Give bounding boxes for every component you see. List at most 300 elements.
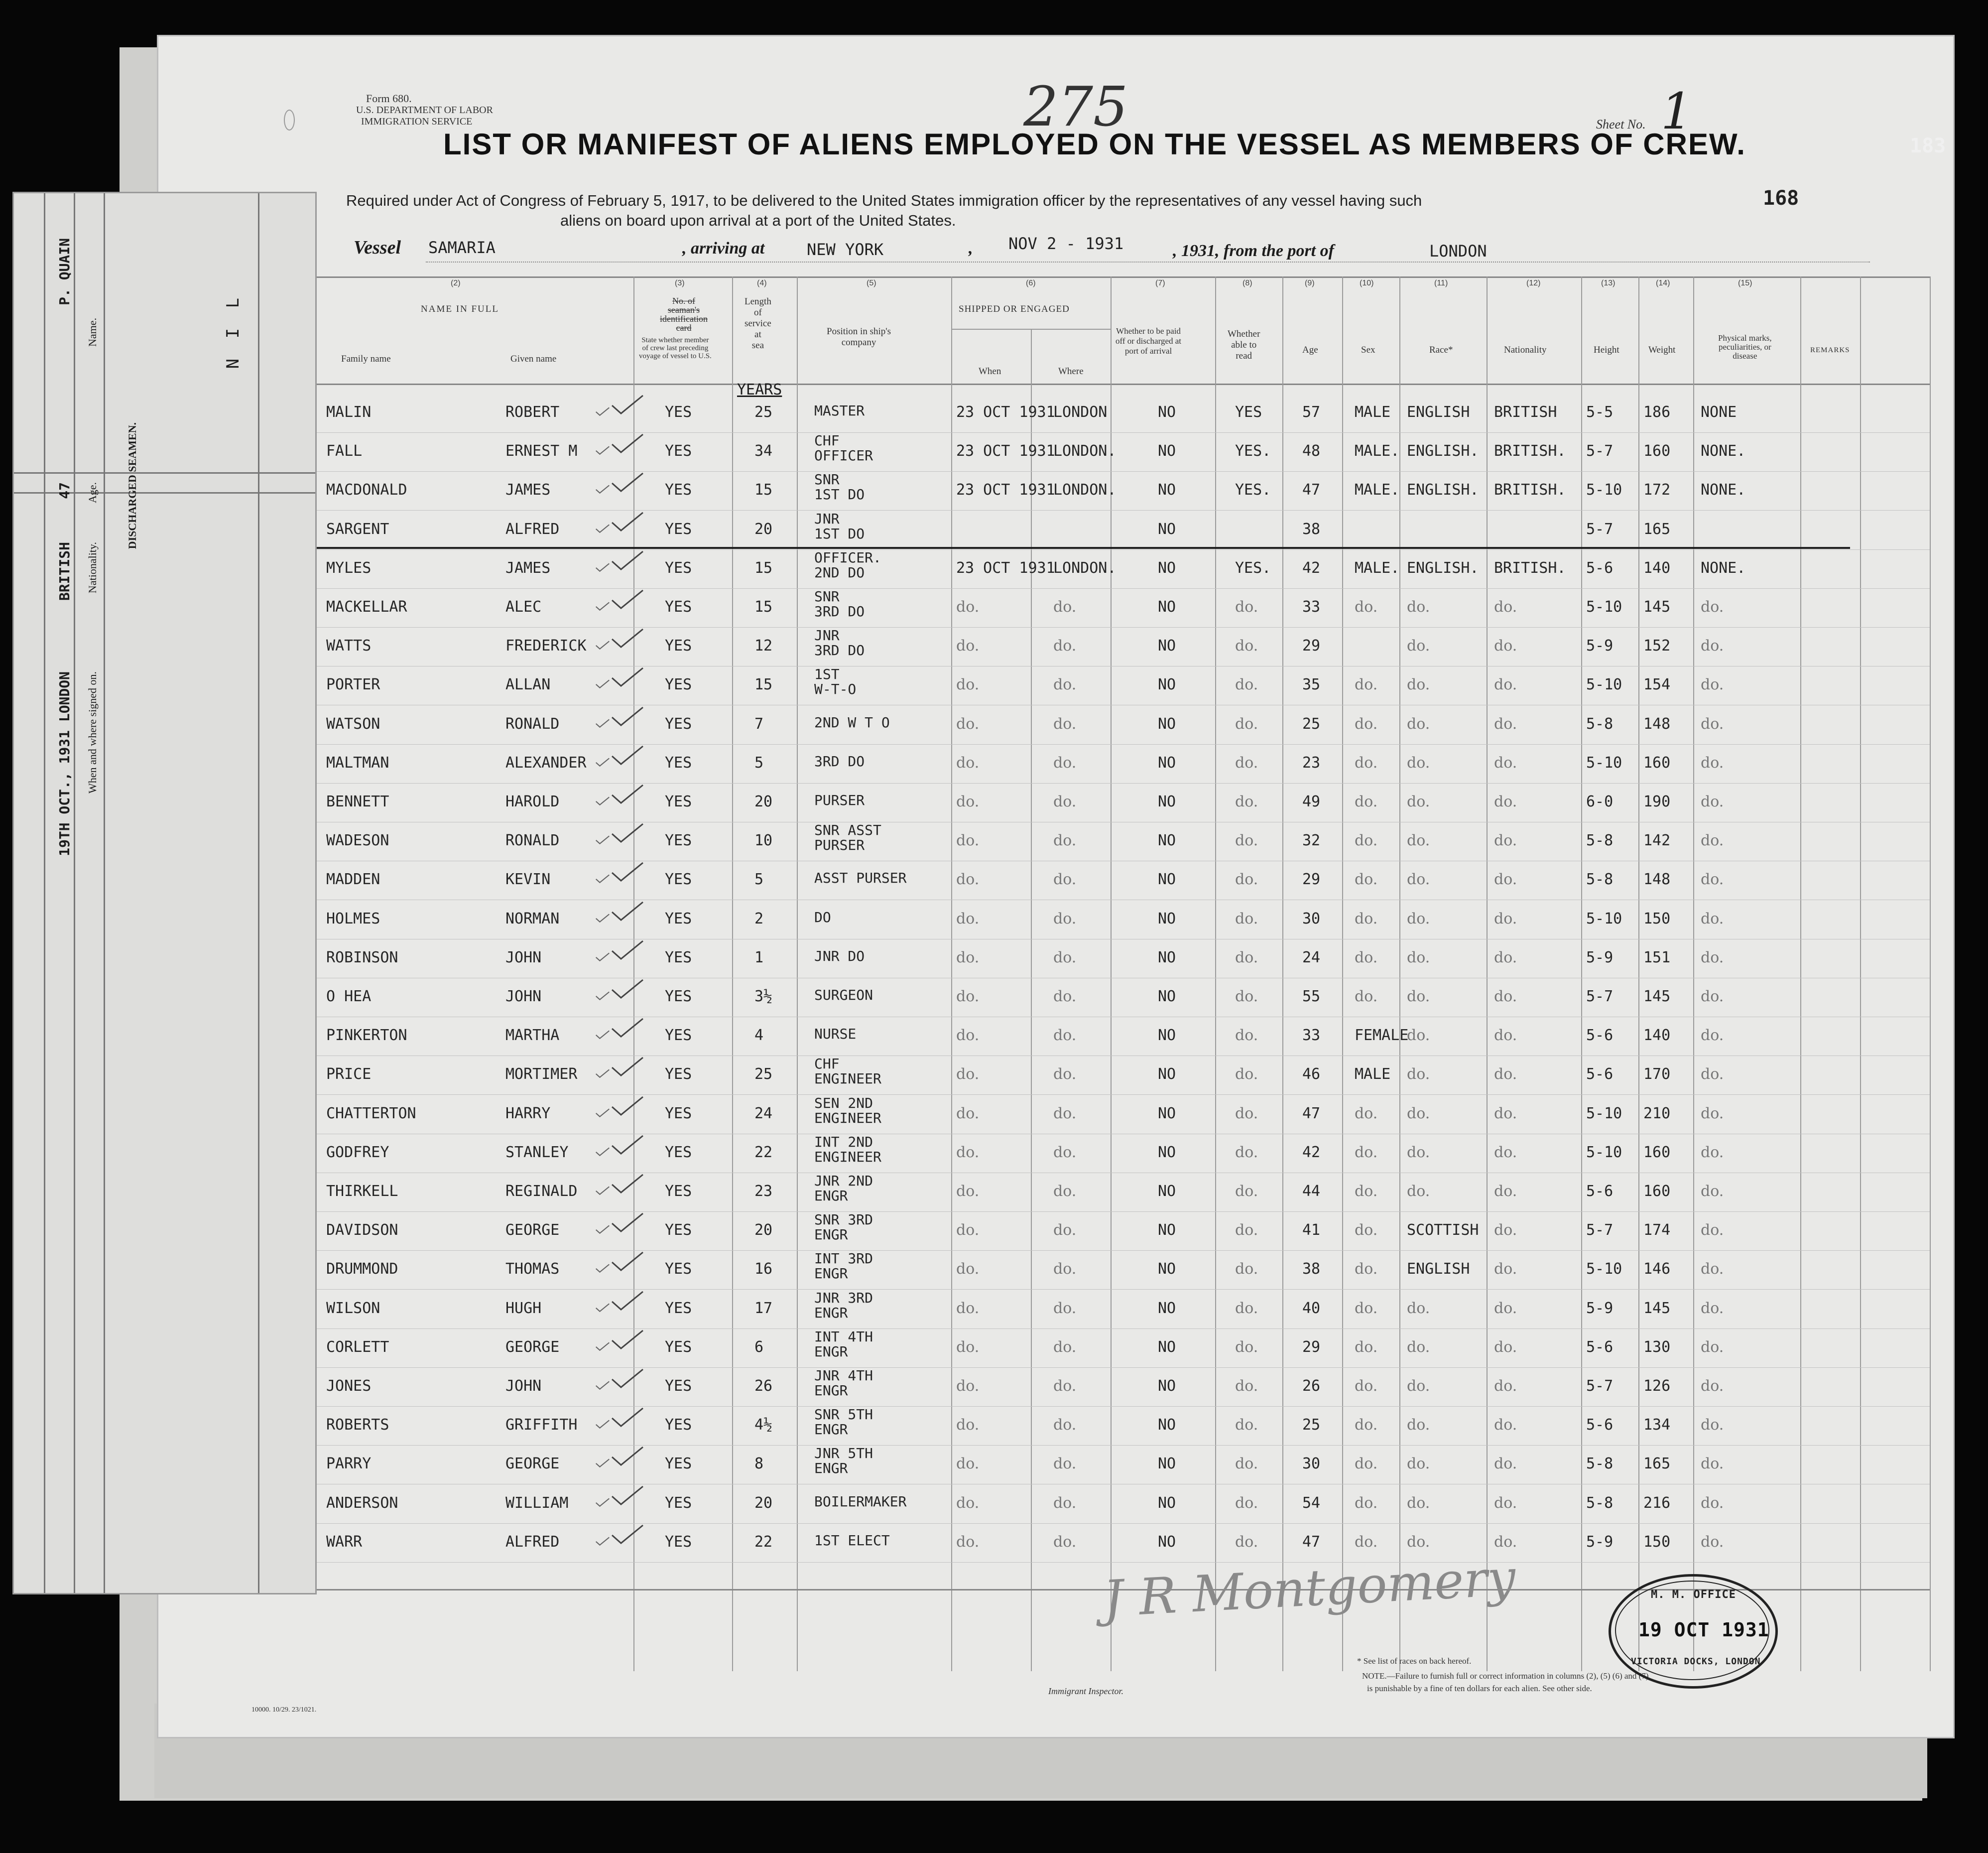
check-mark-icon — [610, 588, 645, 610]
cell-position — [814, 1174, 873, 1203]
cell-height: 5-10 — [1586, 481, 1622, 499]
cell-age: 55 — [1302, 988, 1321, 1005]
cell-read: do. — [1235, 1300, 1258, 1317]
col-5-number: (5) — [867, 279, 876, 287]
cell-position-line-1: SNR 5TH — [814, 1406, 873, 1423]
cell-given: GEORGE — [505, 1455, 560, 1472]
cell-weight: 190 — [1643, 793, 1671, 810]
cell-where: do. — [1053, 1183, 1077, 1200]
cell-age: 57 — [1302, 403, 1321, 421]
cell-position-line-1: INT 4TH — [814, 1328, 873, 1345]
cell-weight: 160 — [1643, 1144, 1671, 1161]
cell-when: 23 OCT 1931 — [956, 481, 1055, 499]
cell-weight: 146 — [1643, 1260, 1671, 1278]
cell-read: do. — [1235, 715, 1258, 733]
cell-sex: do. — [1355, 1300, 1378, 1317]
cell-height: 5-10 — [1586, 754, 1622, 772]
check-mark-icon — [610, 1017, 645, 1039]
cell-age: 40 — [1302, 1300, 1321, 1317]
cell-family: SARGENT — [326, 521, 389, 538]
small-check-mark-icon — [595, 873, 610, 885]
cell-weight: 151 — [1643, 949, 1671, 966]
cell-years: 6 — [754, 1338, 764, 1356]
cell-read: do. — [1235, 988, 1258, 1005]
cell-nat: do. — [1494, 1494, 1517, 1512]
cell-paid: NO — [1158, 598, 1176, 616]
cell-read: do. — [1235, 1377, 1258, 1395]
cell-given: JOHN — [505, 949, 542, 966]
check-mark-icon — [610, 1173, 645, 1194]
col-3-line-b: seaman's — [667, 305, 700, 315]
cell-sex: do. — [1355, 1455, 1378, 1472]
cell-position — [814, 823, 881, 853]
col-8-line-b: able to — [1231, 340, 1257, 350]
cell-card: YES — [665, 1416, 692, 1434]
cell-when: do. — [956, 832, 980, 849]
check-mark-icon — [610, 1250, 645, 1272]
small-check-mark-icon — [595, 444, 610, 456]
cell-where: do. — [1053, 754, 1077, 772]
cell-position — [814, 871, 906, 886]
cell-family: WILSON — [326, 1300, 380, 1317]
cell-position-line-2: 2ND W T O — [814, 714, 890, 731]
cell-sex: do. — [1355, 676, 1378, 693]
cell-where: do. — [1053, 1221, 1077, 1239]
small-check-mark-icon — [595, 600, 610, 612]
cell-sex: do. — [1355, 1221, 1378, 1239]
cell-when: do. — [956, 1416, 980, 1434]
cell-position-line-2: 3RD DO — [814, 642, 865, 659]
cell-sex: do. — [1355, 793, 1378, 810]
cell-weight: 165 — [1643, 521, 1671, 538]
cell-position-line-2: JNR DO — [814, 948, 865, 964]
cell-years: 22 — [754, 1144, 773, 1161]
race-header: Race* — [1429, 345, 1453, 355]
check-mark-icon — [610, 471, 645, 493]
cell-marks: do. — [1701, 1105, 1724, 1122]
cell-family: PORTER — [326, 676, 380, 693]
sheet-number: 1 — [1661, 82, 1693, 140]
cell-position-line-2: 2ND DO — [814, 564, 865, 581]
col-3-note — [639, 336, 712, 360]
cell-position-line-2: 3RD DO — [814, 603, 865, 620]
flap-discharged-heading: DISCHARGED SEAMEN. — [126, 422, 138, 549]
shipped-engaged-header: SHIPPED OR ENGAGED — [959, 304, 1070, 314]
cell-paid: NO — [1158, 832, 1176, 849]
cell-marks: NONE. — [1701, 559, 1746, 577]
cell-race: do. — [1407, 1065, 1430, 1083]
cell-family: CORLETT — [326, 1338, 389, 1356]
cell-age: 33 — [1302, 598, 1321, 616]
cell-where: do. — [1053, 793, 1077, 810]
cell-where: do. — [1053, 1105, 1077, 1122]
cell-where: LONDON — [1053, 403, 1108, 421]
cell-card: YES — [665, 1300, 692, 1317]
cell-given: JOHN — [505, 1377, 542, 1395]
small-check-mark-icon — [595, 1262, 610, 1274]
cell-when: do. — [956, 1183, 980, 1200]
row-rule — [296, 1523, 1930, 1524]
cell-age: 32 — [1302, 832, 1321, 849]
binder-hole — [284, 110, 295, 131]
col-4-line-d: at — [754, 329, 761, 340]
arriving-label: , arriving at — [682, 239, 765, 258]
cell-marks: do. — [1701, 1144, 1724, 1161]
cell-years: 4 — [754, 1027, 764, 1044]
cell-height: 5-10 — [1586, 910, 1622, 927]
row-rule — [296, 1367, 1930, 1368]
cell-when: do. — [956, 754, 980, 772]
cell-position — [814, 988, 873, 1003]
cell-position — [814, 667, 856, 697]
cell-marks: NONE — [1701, 403, 1737, 421]
cell-read: do. — [1235, 1027, 1258, 1044]
cell-sex: do. — [1355, 1377, 1378, 1395]
cell-given: STANLEY — [505, 1144, 569, 1161]
cell-sex: do. — [1355, 754, 1378, 772]
cell-read: do. — [1235, 1105, 1258, 1122]
cell-position-line-2: OFFICER — [814, 447, 873, 464]
col-4-header — [745, 296, 771, 351]
cell-age: 42 — [1302, 1144, 1321, 1161]
row-rule — [296, 627, 1930, 628]
cell-position-line-2: W-T-O — [814, 681, 857, 697]
cell-paid: NO — [1158, 559, 1176, 577]
col-4-line-b: of — [754, 307, 762, 318]
required-line-2: aliens on board upon arrival at a port of the United States. — [560, 212, 956, 229]
cell-position — [814, 1368, 873, 1398]
cell-card: YES — [665, 715, 692, 733]
cell-paid: NO — [1158, 1377, 1176, 1395]
check-mark-icon — [610, 627, 645, 649]
cell-position-line-2: ENGR — [814, 1382, 848, 1399]
cell-position-line-2: ENGR — [814, 1265, 848, 1282]
col-3-struck-header — [660, 296, 708, 332]
cell-paid: NO — [1158, 1221, 1176, 1239]
small-check-mark-icon — [595, 990, 610, 1002]
cell-when: do. — [956, 1260, 980, 1278]
col-15-line-c: disease — [1733, 351, 1757, 361]
department-label: U.S. DEPARTMENT OF LABOR — [356, 105, 493, 116]
arrival-date: NOV 2 - 1931 — [1008, 234, 1124, 253]
cell-when: do. — [956, 1533, 980, 1551]
cell-years: 20 — [754, 1221, 773, 1239]
cell-nat: do. — [1494, 1455, 1517, 1472]
cell-position — [814, 1494, 906, 1509]
cell-age: 29 — [1302, 1338, 1321, 1356]
cell-when: 23 OCT 1931 — [956, 442, 1055, 460]
cell-marks: do. — [1701, 832, 1724, 849]
cell-read: do. — [1235, 949, 1258, 966]
cell-race: do. — [1407, 754, 1430, 772]
col-5-line-a: Position in ship's — [827, 326, 891, 337]
cell-card: YES — [665, 676, 692, 693]
cell-race: do. — [1407, 1027, 1430, 1044]
cell-weight: 134 — [1643, 1416, 1671, 1434]
cell-nat: do. — [1494, 715, 1517, 733]
small-check-mark-icon — [595, 1029, 610, 1041]
check-mark-icon — [610, 705, 645, 727]
cell-weight: 150 — [1643, 1533, 1671, 1551]
cell-race: do. — [1407, 1533, 1430, 1551]
stamp-top-text: M. M. OFFICE — [1651, 1588, 1736, 1601]
cell-position-line-1: JNR 4TH — [814, 1367, 873, 1384]
cell-weight: 148 — [1643, 871, 1671, 888]
name-in-full-header: NAME IN FULL — [421, 304, 499, 314]
cell-age: 47 — [1302, 1105, 1321, 1122]
cell-given: KEVIN — [505, 871, 551, 888]
cell-position-line-2: BOILERMAKER — [814, 1493, 907, 1510]
cell-family: WADESON — [326, 832, 389, 849]
cell-nat: do. — [1494, 676, 1517, 693]
flap-seaman-nationality: BRITISH — [56, 542, 73, 601]
inspector-label: Immigrant Inspector. — [1048, 1686, 1123, 1696]
col-3-line-c: identification — [660, 314, 708, 324]
date-separator: , — [969, 239, 973, 258]
cell-family: MADDEN — [326, 871, 380, 888]
cell-when: do. — [956, 715, 980, 733]
cell-weight: 210 — [1643, 1105, 1671, 1122]
small-check-mark-icon — [595, 1340, 610, 1352]
cell-marks: do. — [1701, 637, 1724, 655]
row-rule — [296, 1211, 1930, 1212]
cell-given: MARTHA — [505, 1027, 560, 1044]
cell-card: YES — [665, 1221, 692, 1239]
small-check-mark-icon — [595, 1535, 610, 1547]
row-rule — [296, 549, 1930, 550]
cell-height: 5-10 — [1586, 1260, 1622, 1278]
cell-race: do. — [1407, 676, 1430, 693]
cell-read: do. — [1235, 1260, 1258, 1278]
cell-when: do. — [956, 1221, 980, 1239]
cell-card: YES — [665, 481, 692, 499]
cell-weight: 142 — [1643, 832, 1671, 849]
check-mark-icon — [610, 1523, 645, 1545]
cell-race: ENGLISH. — [1407, 442, 1479, 460]
cell-height: 5-6 — [1586, 1065, 1614, 1083]
cell-card: YES — [665, 1377, 692, 1395]
cell-race: do. — [1407, 949, 1430, 966]
cell-marks: do. — [1701, 793, 1724, 810]
col-2-number: (2) — [451, 279, 461, 287]
cell-paid: NO — [1158, 442, 1176, 460]
cell-position-line-2: NURSE — [814, 1026, 857, 1042]
cell-age: 23 — [1302, 754, 1321, 772]
cell-family: DAVIDSON — [326, 1221, 398, 1239]
cell-read: do. — [1235, 1221, 1258, 1239]
row-rule — [296, 588, 1930, 589]
cell-read: do. — [1235, 793, 1258, 810]
cell-marks: do. — [1701, 1416, 1724, 1434]
check-mark-icon — [610, 1328, 645, 1350]
small-check-mark-icon — [595, 1185, 610, 1196]
cell-family: O HEA — [326, 988, 372, 1005]
cell-position — [814, 949, 865, 964]
cell-position — [814, 1291, 873, 1321]
small-check-mark-icon — [595, 561, 610, 573]
cell-family: WATSON — [326, 715, 380, 733]
cell-where: do. — [1053, 1416, 1077, 1434]
cell-nat: do. — [1494, 1144, 1517, 1161]
cell-weight: 165 — [1643, 1455, 1671, 1472]
flap-nationality-label: Nationality. — [86, 542, 99, 594]
cell-paid: NO — [1158, 403, 1176, 421]
cell-paid: NO — [1158, 481, 1176, 499]
cell-age: 26 — [1302, 1377, 1321, 1395]
cell-weight: 172 — [1643, 481, 1671, 499]
cell-given: THOMAS — [505, 1260, 560, 1278]
cell-position-line-2: ASST PURSER — [814, 870, 907, 886]
vessel-label: Vessel — [354, 237, 401, 258]
cell-years: 5 — [754, 754, 764, 772]
cell-where: do. — [1053, 1377, 1077, 1395]
small-check-mark-icon — [595, 795, 610, 807]
cell-years: 20 — [754, 1494, 773, 1512]
cell-family: ROBINSON — [326, 949, 398, 966]
cell-marks: do. — [1701, 598, 1724, 616]
cell-sex: do. — [1355, 988, 1378, 1005]
cell-position — [814, 472, 865, 502]
cell-where: do. — [1053, 910, 1077, 927]
cell-age: 33 — [1302, 1027, 1321, 1044]
col-15-line-b: peculiarities, or — [1718, 342, 1771, 352]
col-8-line-c: read — [1236, 351, 1252, 361]
service-label: IMMIGRATION SERVICE — [361, 116, 473, 127]
cell-years: 15 — [754, 481, 773, 499]
cell-sex: do. — [1355, 1260, 1378, 1278]
cell-height: 5-7 — [1586, 1221, 1614, 1239]
col-5-line-b: company — [841, 337, 876, 348]
cell-years: 16 — [754, 1260, 773, 1278]
cell-weight: 160 — [1643, 1183, 1671, 1200]
cell-weight: 140 — [1643, 559, 1671, 577]
check-mark-icon — [610, 1406, 645, 1428]
col-9-number: (9) — [1305, 279, 1315, 287]
cell-where: LONDON. — [1053, 442, 1117, 460]
cell-weight: 145 — [1643, 1300, 1671, 1317]
cell-position — [814, 1407, 873, 1437]
cell-age: 29 — [1302, 637, 1321, 655]
col-8-line-a: Whether — [1228, 329, 1260, 339]
form-number: Form 680. — [366, 92, 412, 105]
cell-weight: 216 — [1643, 1494, 1671, 1512]
cell-paid: NO — [1158, 1494, 1176, 1512]
cell-when: do. — [956, 1377, 980, 1395]
cell-marks: do. — [1701, 988, 1724, 1005]
cell-paid: NO — [1158, 871, 1176, 888]
cell-race: do. — [1407, 637, 1430, 655]
cell-race: do. — [1407, 1455, 1430, 1472]
weight-header: Weight — [1648, 345, 1676, 355]
cell-card: YES — [665, 1260, 692, 1278]
cell-sex: do. — [1355, 1144, 1378, 1161]
cell-years: 20 — [754, 521, 773, 538]
check-mark-icon — [610, 783, 645, 805]
cell-position-line-1: SNR 3RD — [814, 1211, 873, 1228]
cell-age: 38 — [1302, 1260, 1321, 1278]
cell-sex: do. — [1355, 1338, 1378, 1356]
cell-sex: MALE. — [1355, 442, 1400, 460]
cell-position-line-1: JNR 5TH — [814, 1445, 873, 1461]
age-header: Age — [1302, 345, 1318, 355]
cell-card: YES — [665, 1183, 692, 1200]
cell-race: do. — [1407, 910, 1430, 927]
flap-age-label: Age. — [86, 482, 99, 504]
years-label: YEARS — [737, 381, 782, 398]
cell-years: 7 — [754, 715, 764, 733]
cell-paid: NO — [1158, 754, 1176, 772]
cell-sex: do. — [1355, 1416, 1378, 1434]
cell-height: 5-8 — [1586, 715, 1614, 733]
cell-when: do. — [956, 1105, 980, 1122]
cell-given: GRIFFITH — [505, 1416, 578, 1434]
small-check-mark-icon — [595, 639, 610, 651]
col-10-number: (10) — [1360, 279, 1374, 287]
cell-marks: do. — [1701, 871, 1724, 888]
cell-position-line-2: PURSER — [814, 792, 865, 808]
cell-years: 3½ — [754, 988, 773, 1005]
cell-race: do. — [1407, 832, 1430, 849]
footer-code: 10000. 10/29. 23/1021. — [251, 1706, 317, 1714]
cell-race: do. — [1407, 1144, 1430, 1161]
cell-race: SCOTTISH — [1407, 1221, 1479, 1239]
cell-where: do. — [1053, 715, 1077, 733]
cell-marks: do. — [1701, 949, 1724, 966]
cell-position-line-1: INT 3RD — [814, 1250, 873, 1267]
col-4-line-a: Length — [745, 296, 771, 307]
cell-age: 47 — [1302, 1533, 1321, 1551]
cell-paid: NO — [1158, 1065, 1176, 1083]
cell-card: YES — [665, 1105, 692, 1122]
cell-sex: do. — [1355, 949, 1378, 966]
cell-marks: do. — [1701, 1533, 1724, 1551]
cell-weight: 160 — [1643, 442, 1671, 460]
small-check-mark-icon — [595, 1302, 610, 1314]
cell-sex: do. — [1355, 1494, 1378, 1512]
cell-family: WATTS — [326, 637, 372, 655]
cell-race: ENGLISH. — [1407, 559, 1479, 577]
cell-when: do. — [956, 1494, 980, 1512]
cell-race: do. — [1407, 1183, 1430, 1200]
cell-given: MORTIMER — [505, 1065, 578, 1083]
cell-given: HUGH — [505, 1300, 542, 1317]
cell-when: do. — [956, 871, 980, 888]
cell-family: ROBERTS — [326, 1416, 389, 1434]
cell-paid: NO — [1158, 521, 1176, 538]
col-3-note-b: of crew last preceding — [642, 344, 709, 352]
check-mark-icon — [610, 978, 645, 1000]
cell-years: 15 — [754, 559, 773, 577]
cell-card: YES — [665, 754, 692, 772]
cell-position-line-1: JNR 2ND — [814, 1173, 873, 1189]
stamped-number-183: 183 — [1910, 134, 1946, 157]
cell-where: do. — [1053, 637, 1077, 655]
cell-where: do. — [1053, 1260, 1077, 1278]
remarks-header: REMARKS — [1810, 346, 1850, 354]
col-3-note-a: State whether member — [641, 336, 709, 344]
cell-nat: do. — [1494, 1221, 1517, 1239]
cell-position-line-2: ENGR — [814, 1305, 848, 1321]
small-check-mark-icon — [595, 1067, 610, 1079]
cell-when: do. — [956, 676, 980, 693]
cell-height: 5-8 — [1586, 871, 1614, 888]
col-6-number: (6) — [1026, 279, 1036, 287]
cell-age: 54 — [1302, 1494, 1321, 1512]
note-text-2: is punishable by a fine of ten dollars for each alien. See other side. — [1367, 1684, 1592, 1693]
cell-height: 5-9 — [1586, 637, 1614, 655]
cell-where: do. — [1053, 1455, 1077, 1472]
cell-position — [814, 910, 831, 925]
